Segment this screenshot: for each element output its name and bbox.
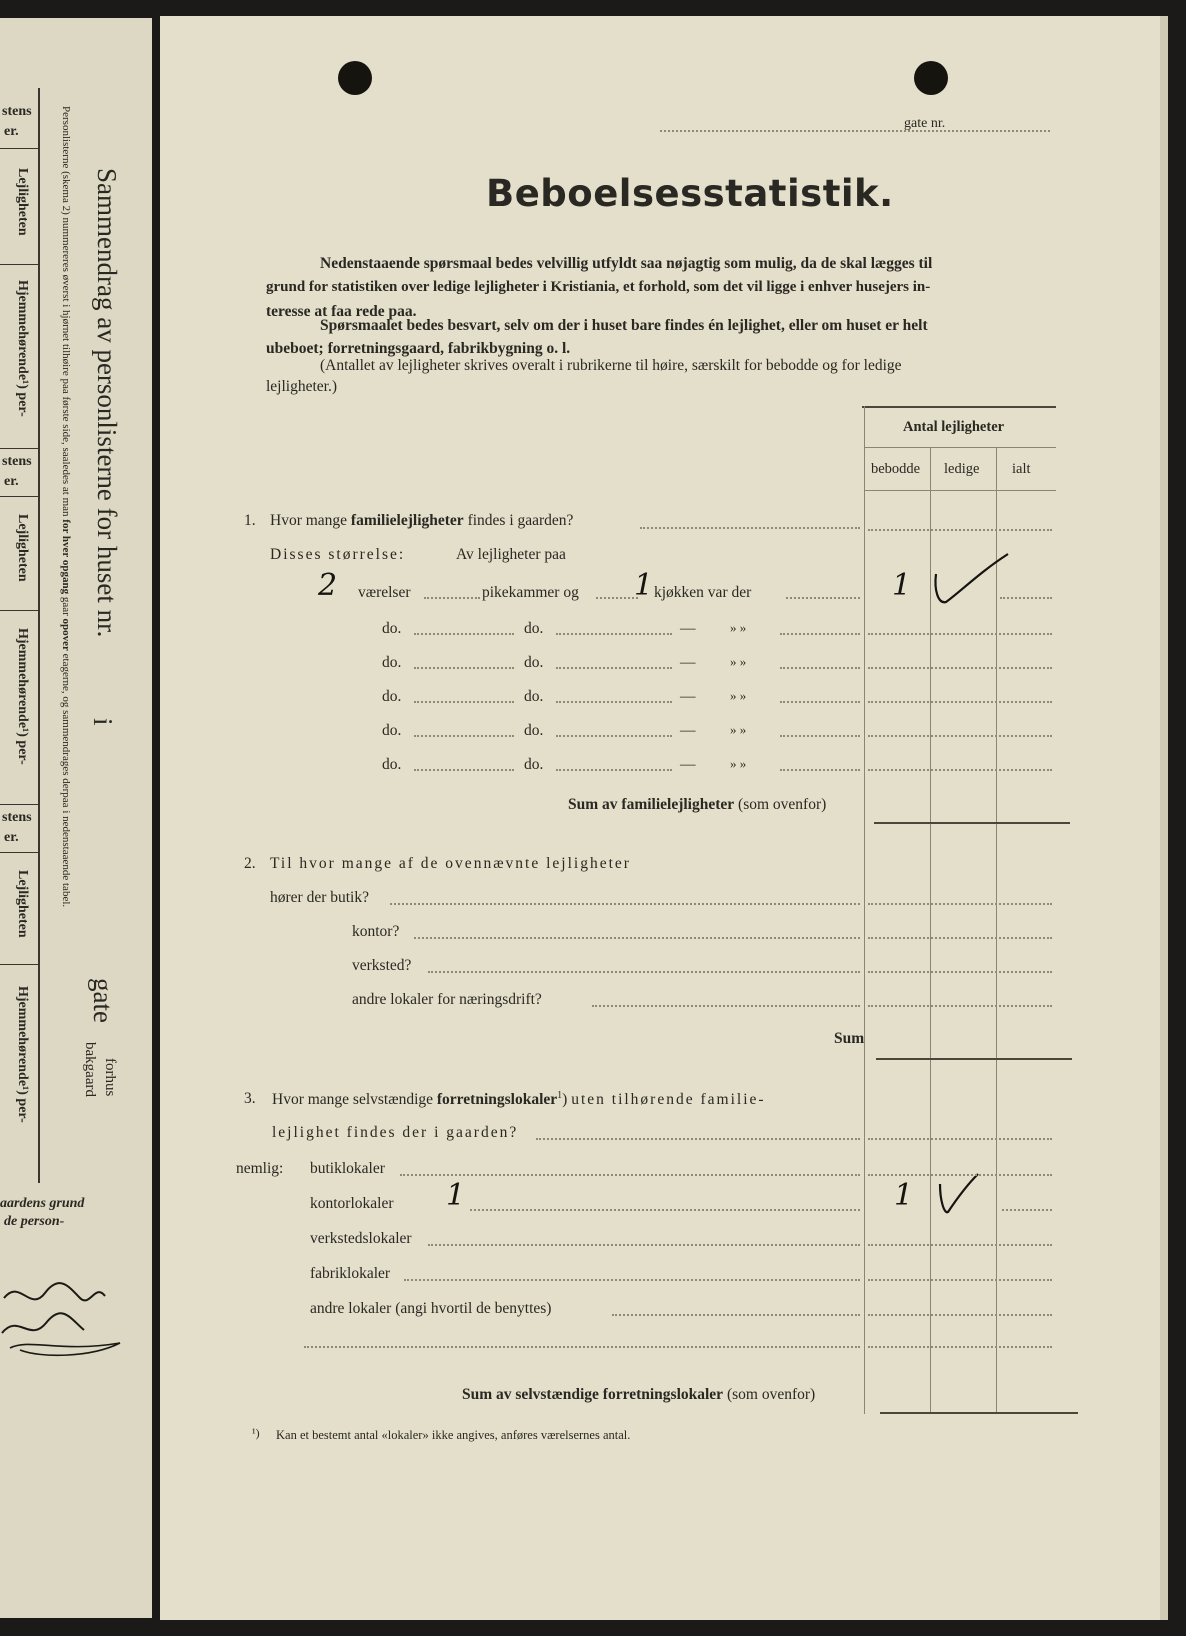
q2-butik: hører der butik? bbox=[270, 889, 369, 906]
q2-sum-rule bbox=[876, 1058, 1072, 1060]
q1-do-3a: do. bbox=[382, 688, 402, 705]
q3-sum-rule bbox=[880, 1412, 1078, 1414]
q1-row-leader bbox=[786, 597, 860, 599]
q1-do-dots bbox=[556, 701, 672, 703]
table-dots-row bbox=[868, 1174, 1052, 1176]
left-title-gate: gate bbox=[88, 978, 118, 1023]
table-dots-row bbox=[868, 937, 1052, 939]
table-dots-row bbox=[868, 1346, 1052, 1348]
q1-do-leader bbox=[780, 735, 860, 737]
q1-size-label: Disses størrelse: bbox=[270, 546, 406, 563]
q1-leader bbox=[640, 527, 860, 529]
table-dots-row bbox=[868, 667, 1052, 669]
q1-dash-3: — bbox=[680, 688, 696, 705]
table-dots-row bbox=[868, 1138, 1052, 1140]
table-top-rule bbox=[862, 406, 1056, 408]
table-dots-row bbox=[868, 735, 1052, 737]
intro-p3-line2: lejligheter.) bbox=[266, 378, 338, 395]
q1-dash-2: — bbox=[680, 654, 696, 671]
q1-do-dots bbox=[414, 667, 514, 669]
q2-leader bbox=[414, 937, 860, 939]
q1-do-leader bbox=[780, 769, 860, 771]
left-divider bbox=[0, 496, 38, 497]
q2-leader bbox=[390, 903, 860, 905]
q1-quote-5: » » bbox=[730, 756, 747, 771]
hw-kitchens: 1 bbox=[634, 568, 654, 603]
left-bottom-line-1: aardens grund bbox=[0, 1196, 85, 1211]
q1-do-dots bbox=[414, 633, 514, 635]
q2-andre: andre lokaler for næringsdrift? bbox=[352, 991, 542, 1008]
q1-quote-4: » » bbox=[730, 722, 747, 737]
q3-leader bbox=[428, 1244, 860, 1246]
left-table-border bbox=[38, 88, 40, 1183]
intro-p1-line3: teresse at faa rede paa. bbox=[266, 303, 417, 320]
q1-row-dots bbox=[596, 597, 638, 599]
q1-do-dots bbox=[556, 769, 672, 771]
left-col-er-1: er. bbox=[4, 124, 19, 139]
q1-do-dots bbox=[414, 769, 514, 771]
left-col-stens-1: stens bbox=[2, 104, 32, 119]
address-label: gate nr. bbox=[904, 116, 946, 131]
q1-quote-3: » » bbox=[730, 688, 747, 703]
q2-number: 2. bbox=[244, 855, 256, 872]
q2-leader bbox=[428, 971, 860, 973]
q3-leader bbox=[304, 1346, 860, 1348]
q1-sum-rule bbox=[874, 822, 1070, 824]
footnote-text: Kan et bestemt antal «lokaler» ikke angives, anføres værelsernes antal. bbox=[276, 1428, 631, 1442]
left-col-stens-2: stens bbox=[2, 454, 32, 469]
q2-verksted: verksted? bbox=[352, 957, 412, 974]
hw-rooms: 2 bbox=[318, 568, 338, 603]
table-dots-row bbox=[1000, 597, 1052, 599]
q1-do-1a: do. bbox=[382, 620, 402, 637]
q1-do-4b: do. bbox=[524, 722, 544, 739]
table-dots-row bbox=[1002, 1209, 1052, 1211]
punch-hole bbox=[914, 61, 948, 95]
q3-fabrik: fabriklokaler bbox=[310, 1265, 391, 1282]
left-title-i: i bbox=[88, 718, 118, 726]
table-dots-row bbox=[868, 633, 1052, 635]
left-col-er-2: er. bbox=[4, 474, 19, 489]
table-dots-row bbox=[868, 903, 1052, 905]
q1-do-5b: do. bbox=[524, 756, 544, 773]
q1-dash-4: — bbox=[680, 722, 696, 739]
left-col-stens-3: stens bbox=[2, 810, 32, 825]
hw-q1-bebodde: 1 bbox=[892, 568, 912, 603]
table-dots-row bbox=[868, 971, 1052, 973]
table-dots-row bbox=[868, 1244, 1052, 1246]
left-divider bbox=[0, 148, 38, 149]
left-bakgaard: bakgaard bbox=[82, 1042, 98, 1097]
q3-number: 3. bbox=[244, 1090, 256, 1107]
left-divider bbox=[0, 264, 38, 265]
left-col-hjemmehorende-3: Hjemmehørende¹) per- bbox=[15, 986, 30, 1123]
check-mark-icon bbox=[930, 552, 1010, 612]
left-divider bbox=[0, 852, 38, 853]
q1-do-dots bbox=[556, 633, 672, 635]
q3-leader bbox=[612, 1314, 860, 1316]
col-bebodde: bebodde bbox=[871, 461, 921, 477]
left-col-hjemmehorende-2: Hjemmehørende¹) per- bbox=[15, 628, 30, 765]
left-divider bbox=[0, 448, 38, 449]
q1-dash-5: — bbox=[680, 756, 696, 773]
q1-question: Hvor mange familielejligheter findes i gaarden? bbox=[270, 512, 574, 529]
q3-leader bbox=[400, 1174, 860, 1176]
q1-row-kjokken: kjøkken var der bbox=[654, 584, 752, 601]
left-forhus: forhus bbox=[102, 1058, 118, 1097]
q1-quote-1: » » bbox=[730, 620, 747, 635]
table-dots-row bbox=[868, 1279, 1052, 1281]
intro-p3-line1: (Antallet av lejligheter skrives overalt i rubrikerne til høire, særskilt for bebodde og for ledige bbox=[320, 357, 902, 374]
q1-do-5a: do. bbox=[382, 756, 402, 773]
intro-p2-line2: ubeboet; forretningsgaard, fabrikbygning o. l. bbox=[266, 340, 571, 357]
q1-do-2a: do. bbox=[382, 654, 402, 671]
left-col-lejligheten-2: Lejligheten bbox=[15, 514, 30, 582]
q3-butik: butiklokaler bbox=[310, 1160, 385, 1177]
left-divider bbox=[0, 804, 38, 805]
col-ledige: ledige bbox=[944, 461, 980, 477]
q3-verksted: verkstedslokaler bbox=[310, 1230, 412, 1247]
table-dots-row bbox=[868, 769, 1052, 771]
q1-do-dots bbox=[556, 735, 672, 737]
q3-question: Hvor mange selvstændige forretningslokaler$^1$) uten tilhørende familie- bbox=[272, 1090, 766, 1109]
left-col-lejligheten-1: Lejligheten bbox=[15, 168, 30, 236]
footnote-mark: ¹) bbox=[252, 1426, 260, 1440]
table-header-bottom bbox=[864, 490, 1056, 491]
hw-q3-bebodde: 1 bbox=[894, 1178, 914, 1213]
col-ialt: ialt bbox=[1012, 461, 1031, 477]
q3-leader bbox=[536, 1138, 860, 1140]
q1-do-dots bbox=[414, 735, 514, 737]
q1-do-4a: do. bbox=[382, 722, 402, 739]
q1-row-dots bbox=[424, 597, 480, 599]
q2-question: Til hvor mange af de ovennævnte lejligheter bbox=[270, 855, 631, 872]
check-mark-icon bbox=[936, 1170, 982, 1220]
table-header-divider bbox=[864, 447, 1056, 448]
intro-p1-line1: Nedenstaaende spørsmaal bedes velvillig utfyldt saa nøjagtig som mulig, da de skal lægges til bbox=[320, 255, 933, 272]
q1-do-2b: do. bbox=[524, 654, 544, 671]
q3-sum: Sum av selvstændige forretningslokaler (som ovenfor) bbox=[462, 1386, 816, 1403]
left-instructions: Personlisterne (skema 2) nummereres øverst i hjørnet tilhøire paa første side, saaledes at man for hver opgang gaar opover etagerne, og sammendrages derpaa i nedenstaaende tabel. bbox=[60, 106, 72, 908]
q2-leader bbox=[592, 1005, 860, 1007]
signature-icon bbox=[0, 1258, 130, 1368]
left-col-er-3: er. bbox=[4, 830, 19, 845]
table-left-border bbox=[864, 406, 865, 1414]
q3-line2: lejlighet findes der i gaarden? bbox=[272, 1124, 519, 1141]
q1-number: 1. bbox=[244, 512, 256, 529]
q1-row-pikekammer: pikekammer og bbox=[482, 584, 579, 601]
q1-do-leader bbox=[780, 633, 860, 635]
q1-do-leader bbox=[780, 701, 860, 703]
page-title: Beboelsesstatistik. bbox=[486, 172, 894, 215]
q1-do-leader bbox=[780, 667, 860, 669]
q1-quote-2: » » bbox=[730, 654, 747, 669]
q1-do-dots bbox=[414, 701, 514, 703]
table-dots-row bbox=[868, 1005, 1052, 1007]
q3-leader bbox=[404, 1279, 860, 1281]
table-title: Antal lejligheter bbox=[903, 419, 1005, 435]
q1-row-vaerelser: værelser bbox=[358, 584, 411, 601]
page-edge bbox=[1160, 16, 1168, 1620]
q3-nemlig: nemlig: bbox=[236, 1160, 284, 1177]
q3-kontor: kontorlokaler bbox=[310, 1195, 394, 1212]
q2-kontor: kontor? bbox=[352, 923, 400, 940]
q2-sum: Sum bbox=[834, 1030, 865, 1047]
intro-p2-line1: Spørsmaalet bedes besvart, selv om der i huset bare findes én lejlighet, eller om huset er helt bbox=[320, 317, 928, 334]
table-dots-row bbox=[868, 529, 1052, 531]
punch-hole bbox=[338, 61, 372, 95]
q1-dash-1: — bbox=[680, 620, 696, 637]
hw-q3-kontor: 1 bbox=[446, 1178, 466, 1213]
table-dots-row bbox=[868, 701, 1052, 703]
address-line bbox=[660, 130, 1050, 132]
left-title: Sammendrag av personlisterne for huset nr. bbox=[92, 168, 122, 638]
intro-p1-line2: grund for statistiken over ledige lejligheter i Kristiania, et forhold, som det vil ligge i enhver husejers in- bbox=[266, 279, 931, 295]
left-col-lejligheten-3: Lejligheten bbox=[15, 870, 30, 938]
q1-size-sub: Av lejligheter paa bbox=[456, 546, 566, 563]
table-dots-row bbox=[868, 1314, 1052, 1316]
left-bottom-line-2: de person- bbox=[4, 1214, 65, 1229]
left-col-hjemmehorende-1: Hjemmehørende¹) per- bbox=[15, 280, 30, 417]
left-divider bbox=[0, 610, 38, 611]
q1-do-3b: do. bbox=[524, 688, 544, 705]
q1-do-dots bbox=[556, 667, 672, 669]
q3-andre: andre lokaler (angi hvortil de benyttes) bbox=[310, 1300, 552, 1317]
q1-do-1b: do. bbox=[524, 620, 544, 637]
q1-sum: Sum av familielejligheter (som ovenfor) bbox=[568, 796, 827, 813]
q3-leader bbox=[470, 1209, 860, 1211]
left-divider bbox=[0, 964, 38, 965]
left-page bbox=[0, 18, 152, 1618]
